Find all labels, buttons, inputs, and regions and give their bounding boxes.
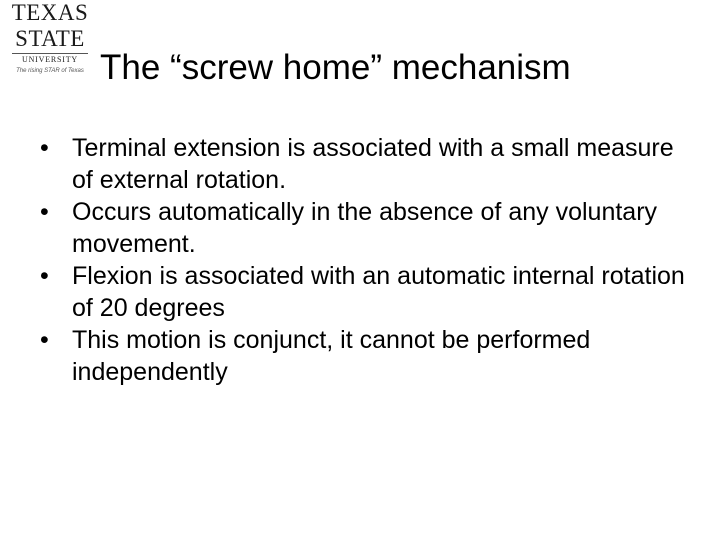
- bullet-item: [40, 132, 700, 196]
- logo-university: UNIVERSITY: [22, 55, 78, 64]
- bullet-marker: •: [40, 134, 49, 162]
- bullet-item: [40, 196, 700, 260]
- texas-state-logo: [6, 2, 94, 88]
- bullet-text: Occurs automatically in the absence of any voluntary movement.: [72, 198, 658, 258]
- bullet-list: [40, 132, 700, 388]
- bullet-text: This motion is conjunct, it cannot be performed independently: [72, 326, 591, 386]
- logo-tagline: The rising STAR of Texas: [16, 68, 84, 74]
- bullet-marker: •: [40, 326, 49, 354]
- logo-state: STATE: [15, 26, 85, 51]
- bullet-item: [40, 260, 700, 324]
- logo-divider: [12, 53, 88, 54]
- bullet-text: Flexion is associated with an automatic internal rotation of 20 degrees: [72, 262, 685, 322]
- bullet-marker: •: [40, 262, 49, 290]
- logo-texas: TEXAS: [11, 0, 89, 25]
- bullet-text: Terminal extension is associated with a small measure of external rotation.: [72, 134, 674, 194]
- bullet-marker: •: [40, 198, 49, 226]
- bullet-item: [40, 324, 700, 388]
- slide-title: The “screw home” mechanism: [100, 48, 571, 87]
